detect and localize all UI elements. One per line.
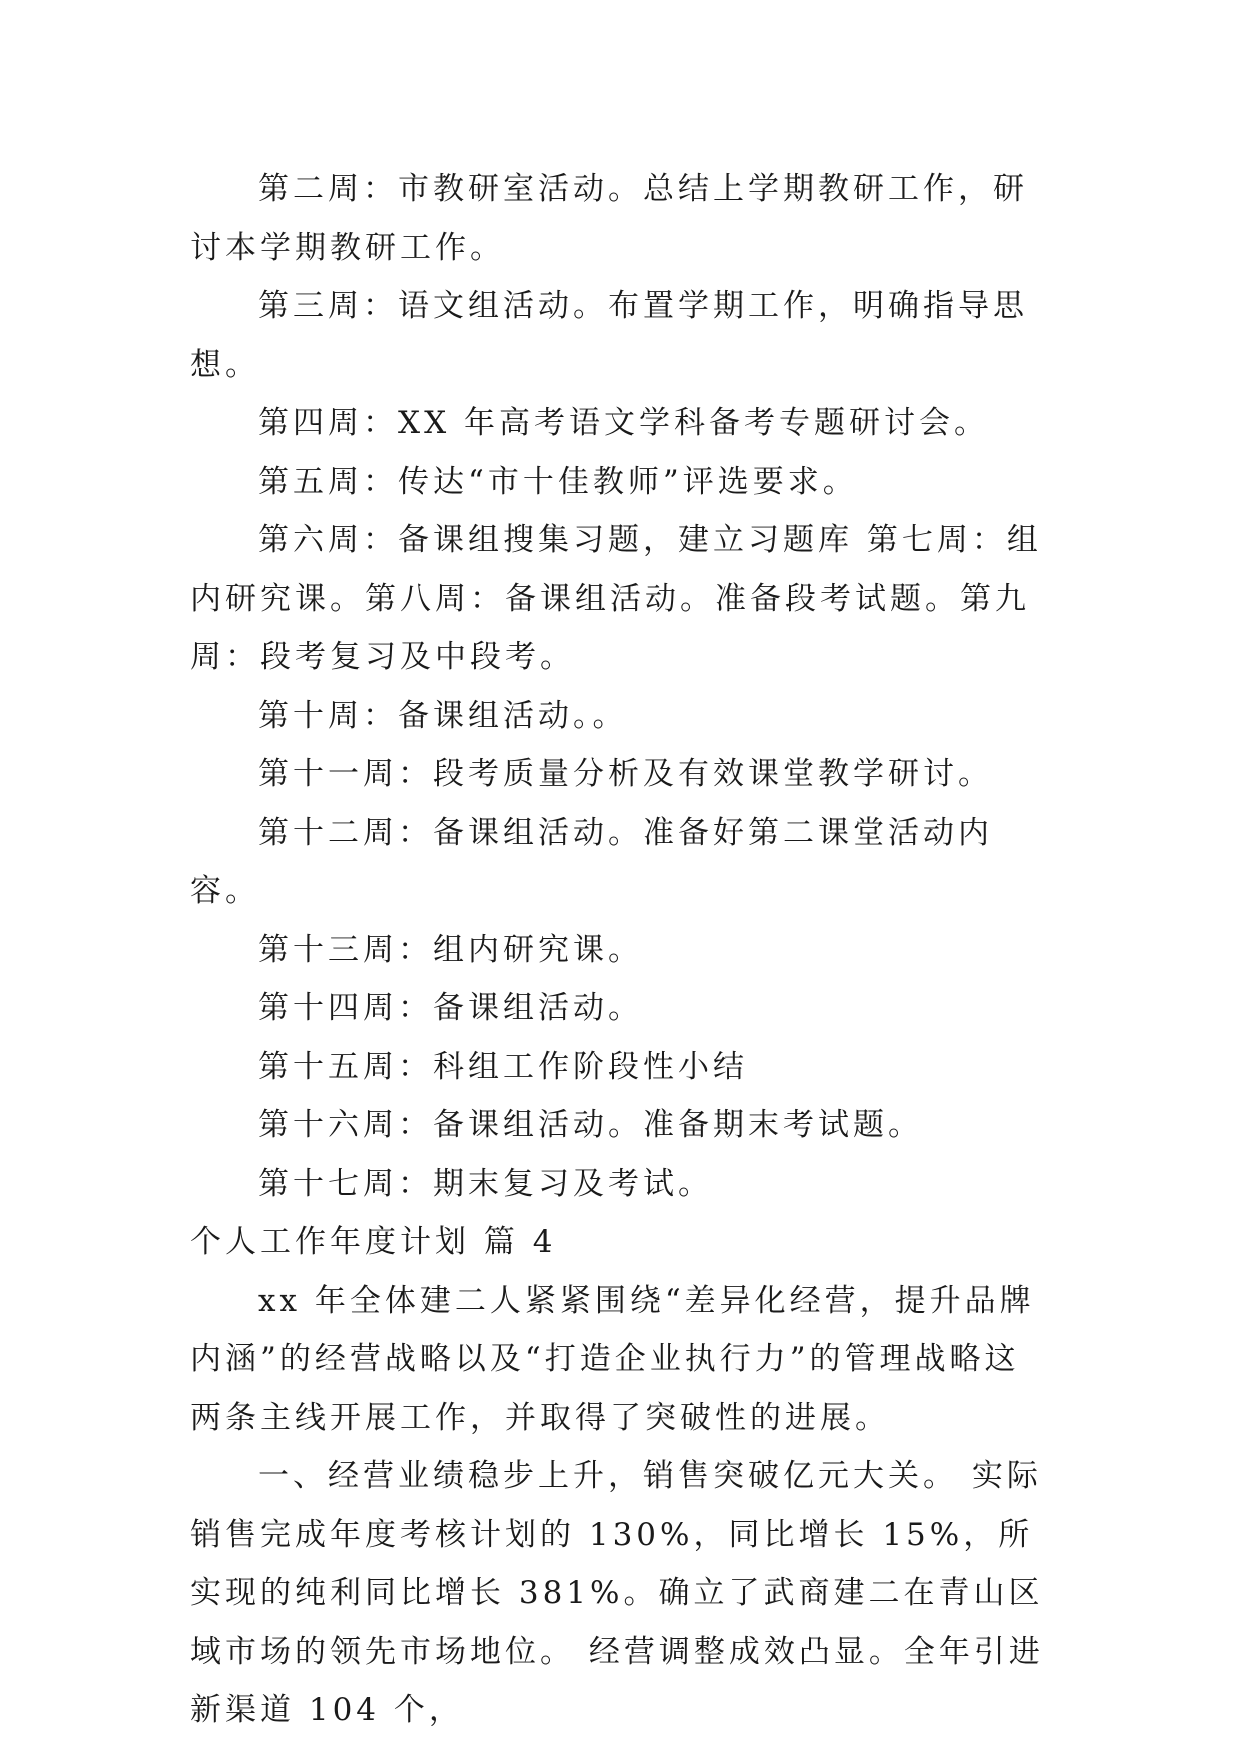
paragraph-week-13: 第十三周：组内研究课。 [258, 931, 643, 968]
body-paragraph-intro: xx 年全体建二人紧紧围绕“差异化经营，提升品牌内涵”的经营战略以及“打造企业执行力”的管理战略这两条主线开展工作，并取得了突破性的进展。 [190, 1282, 1035, 1436]
paragraph-week-16: 第十六周：备课组活动。准备期末考试题。 [258, 1107, 923, 1143]
paragraph-week-3: 第三周：语文组活动。布置学期工作，明确指导思想。 [190, 288, 1028, 383]
paragraph-week-11: 第十一周：段考质量分析及有效课堂教学研讨。 [258, 756, 993, 792]
paragraph-week-12: 第十二周：备课组活动。准备好第二课堂活动内容。 [190, 814, 993, 909]
document-body [190, 160, 1050, 1740]
paragraph-week-17: 第十七周：期末复习及考试。 [258, 1165, 713, 1202]
section-heading: 个人工作年度计划 篇 4 [190, 1224, 557, 1260]
paragraph-week-10: 第十周：备课组活动。。 [258, 697, 628, 734]
paragraph-week-15: 第十五周：科组工作阶段性小结 [258, 1048, 748, 1085]
paragraph-week-6-9: 第六周：备课组搜集习题，建立习题库 第七周：组内研究课。第八周：备课组活动。准备段考试题。第九周：段考复习及中段考。 [190, 522, 1042, 675]
paragraph-week-14: 第十四周：备课组活动。 [258, 990, 643, 1026]
paragraph-week-4: 第四周：XX 年高考语文学科备考专题研讨会。 [258, 405, 989, 441]
paragraph-week-5: 第五周：传达“市十佳教师”评选要求。 [258, 463, 858, 500]
paragraph-week-2: 第二周：市教研室活动。总结上学期教研工作，研讨本学期教研工作。 [190, 171, 1028, 266]
body-paragraph-performance: 一、经营业绩稳步上升，销售突破亿元大关。 实际销售完成年度考核计划的 130%，同比增长 15%，所实现的纯利同比增长 381%。确立了武商建二在青山区域市场的领先市场地位。 经营调整成效凸显。全年引进新渠道 104 个， [190, 1458, 1044, 1728]
